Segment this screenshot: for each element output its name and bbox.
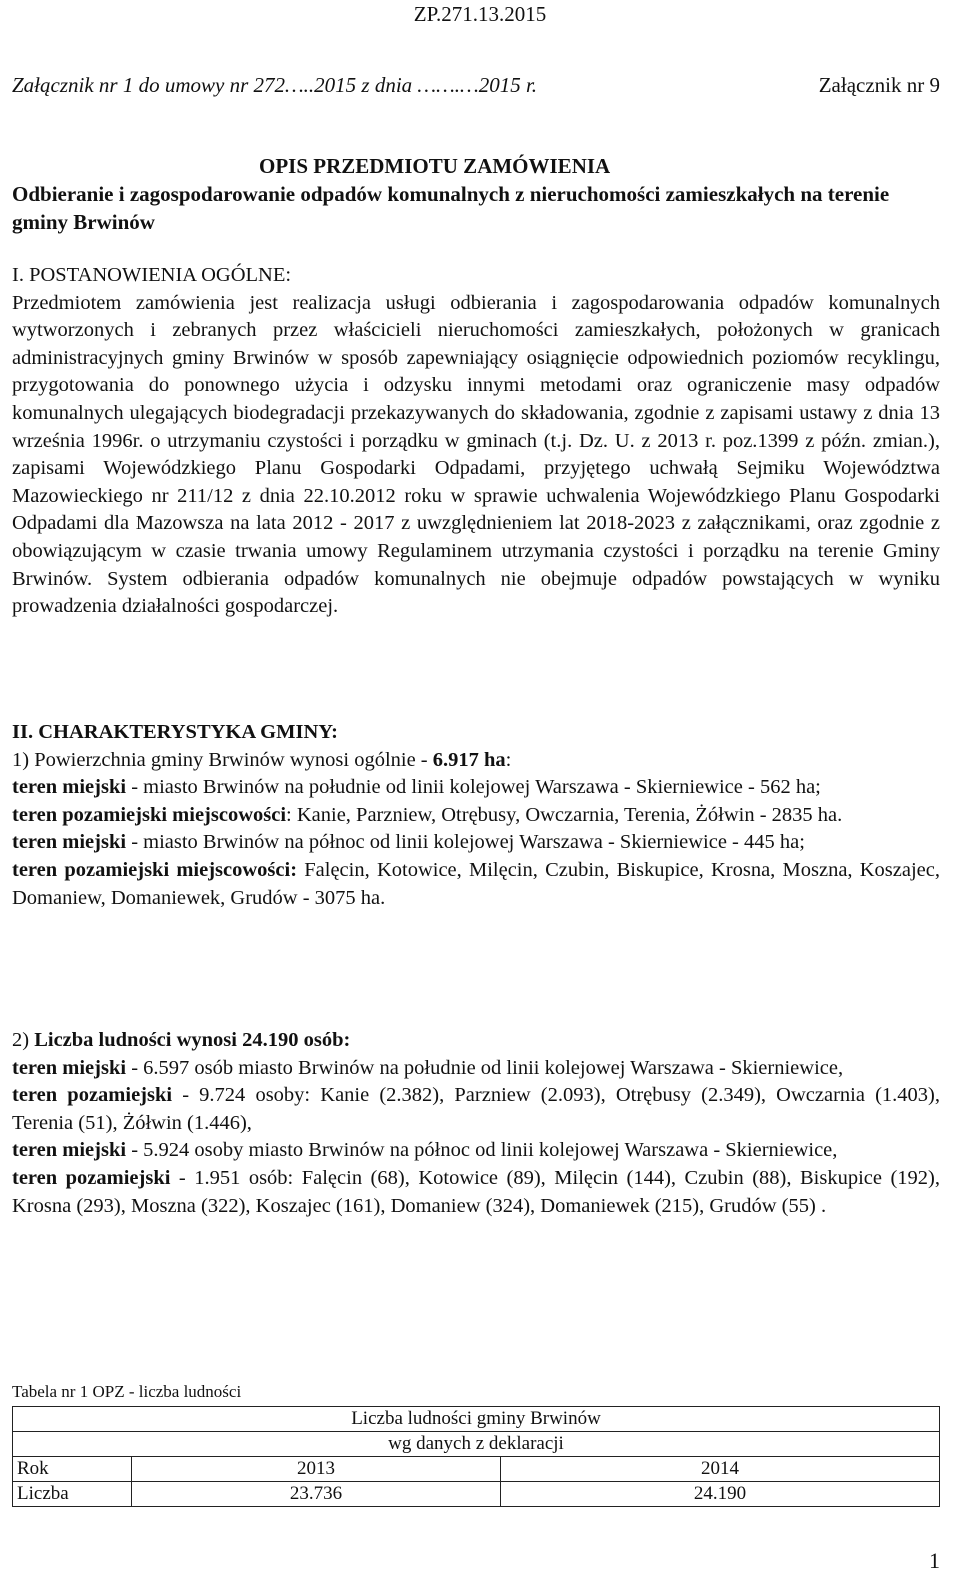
area-item: teren pozamiejski miejscowości: Falęcin, Kotowice, Milęcin, Czubin, Biskupice, Krosna, Moszna, Koszajec, Domaniew, Domaniewek, Grudów - 3075 ha. [12, 858, 941, 909]
table-header-row [13, 1407, 940, 1432]
section-general-heading: I. POSTANOWIENIA OGÓLNE: [12, 264, 292, 286]
population-intro: 2) Liczba ludności wynosi 24.190 osób: [12, 1029, 351, 1051]
table-cell: 2014 [501, 1457, 940, 1482]
table-cell: 2013 [132, 1457, 501, 1482]
population-section [12, 1027, 940, 1220]
section-general-paragraph: Przedmiotem zamówienia jest realizacja usługi odbierania i zagospodarowania odpadów komunalnych wytworzonych i zebranych przez właścicieli nieruchomości zamieszkałych, położonych w granicach administracyjnych gminy Brwinów w sposób zapewniający osiągnięcie odpowiednich poziomów recyklingu, przygotowania do ponownego użycia i odzysku innymi metodami oraz ograniczenie masy odpadów komunalnych ulegających biodegradacji przekazywanych do składowania, zgodnie z zapisami ustawy z dnia 13 września 1996r. o utrzymaniu czystości i porządku w gminach (t.j. Dz. U. z 2013 r. poz.1399 z późn. zmian.), zapisami Wojewódzkiego Planu Gospodarki Odpadami, przyjętego uchwałą Sejmiku Województwa Mazowieckiego nr 211/12 z dnia 22.10.2012 roku w sprawie uchwalenia Wojewódzkiego Planu Gospodarki Odpadami dla Mazowsza na lata 2012 - 2017 z uwzględnieniem lat 2018-2023 z załącznikami, oraz zgodnie z obowiązującym w czasie trwania umowy Regulaminem utrzymania czystości i porządku na terenie Gminy Brwinów. System odbierania odpadów komunalnych nie obejmuje odpadów powstających w wyniku prowadzenia działalności gospodarczej. [12, 291, 940, 618]
population-item: teren pozamiejski - 1.951 osób: Falęcin (68), Kotowice (89), Milęcin (144), Czubin (88), Biskupice (192), Krosna (293), Moszna (322), Koszajec (161), Domaniew (324), Domaniewek (215), Grudów (55) . [12, 1166, 940, 1217]
title-subject: Odbieranie i zagospodarowanie odpadów komunalnych z nieruchomości zamieszkałych na terenie gminy Brwinów [12, 182, 890, 234]
section-characteristics [12, 719, 940, 912]
annex-contract-note: Załącznik nr 1 do umowy nr 272…..2015 z dnia …….…2015 r. [12, 73, 538, 97]
area-item: teren pozamiejski miejscowości: Kanie, Parzniew, Otrębusy, Owczarnia, Terenia, Żółwin - 2835 ha. [12, 803, 843, 826]
table-caption: Tabela nr 1 OPZ - liczba ludności [12, 1382, 242, 1401]
table-cell: 23.736 [132, 1482, 501, 1507]
area-item: teren miejski - miasto Brwinów na południe od linii kolejowej Warszawa - Skierniewice - 562 ha; [12, 776, 821, 799]
table-cell: 24.190 [501, 1482, 940, 1507]
page-number: 1 [929, 1548, 940, 1573]
title-main: OPIS PRZEDMIOTU ZAMÓWIENIA [259, 154, 611, 178]
table-cell-label: Rok [13, 1457, 132, 1482]
reference-number: ZP.271.13.2015 [413, 2, 547, 26]
table-cell-label: Liczba [13, 1482, 132, 1507]
table-header-cell: Liczba ludności gminy Brwinów [13, 1407, 940, 1432]
population-table-block [12, 1382, 940, 1507]
population-item: teren miejski - 6.597 osób miasto Brwinów na południe od linii kolejowej Warszawa - Skierniewice, [12, 1056, 844, 1079]
area-item: teren miejski - miasto Brwinów na północ od linii kolejowej Warszawa - Skierniewice - 445 ha; [12, 831, 805, 854]
section-characteristics-heading: II. CHARAKTERYSTYKA GMINY: [12, 721, 338, 743]
population-table [12, 1406, 940, 1507]
population-item: teren pozamiejski - 9.724 osoby: Kanie (2.382), Parzniew (2.093), Otrębusy (2.349), Owczarnia (1.403), Terenia (51), Żółwin (1.446), [12, 1084, 941, 1134]
document-title [12, 152, 942, 236]
area-intro: 1) Powierzchnia gminy Brwinów wynosi ogólnie - 6.917 ha: [12, 748, 512, 771]
annex-number: Załącznik nr 9 [818, 73, 940, 97]
table-header-row [13, 1432, 940, 1457]
section-general [12, 262, 940, 621]
area-total: 6.917 ha [432, 748, 506, 771]
annex-header [12, 73, 940, 98]
table-row [13, 1482, 940, 1507]
table-header-cell: wg danych z deklaracji [13, 1432, 940, 1457]
table-row [13, 1457, 940, 1482]
population-item: teren miejski - 5.924 osoby miasto Brwinów na północ od linii kolejowej Warszawa - Skierniewice, [12, 1139, 838, 1162]
